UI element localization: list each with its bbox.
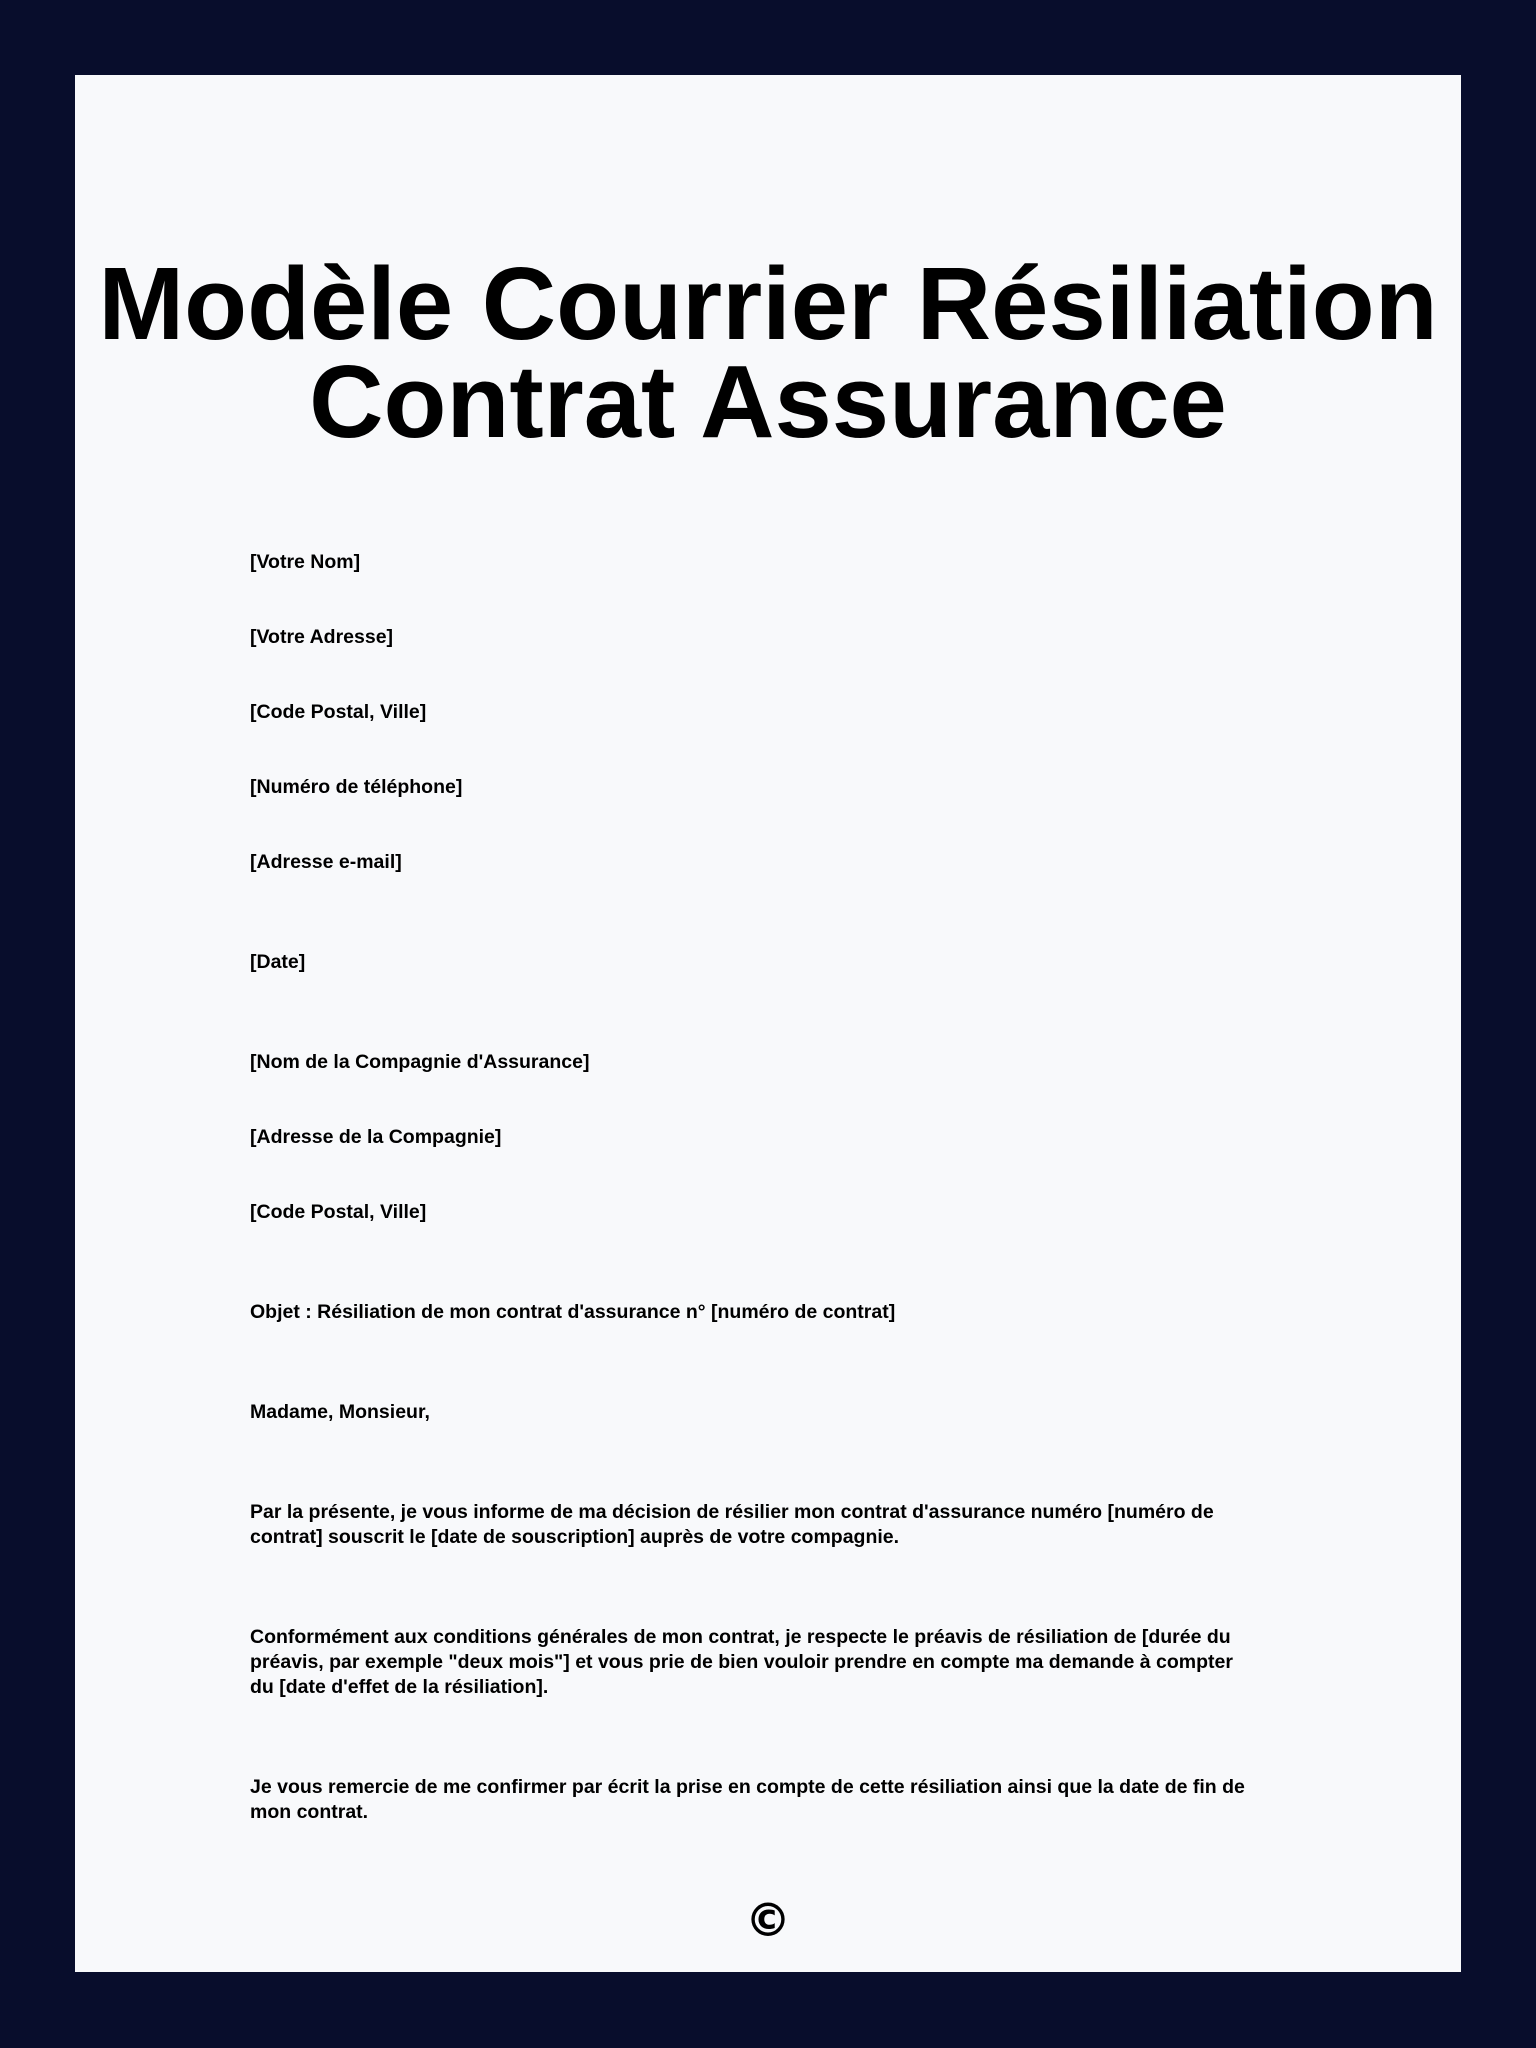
paragraph-notice-period: Conformément aux conditions générales de mon contrat, je respecte le préavis de résiliation de [durée du préavis, par exemple "deux mois"] et vous prie de bien vouloir prendre en compte ma demande à compter du [date d'effet de la résiliation]. (250, 1626, 1233, 1698)
letter-subject: Objet : Résiliation de mon contrat d'assurance n° [numéro de contrat] (250, 1301, 896, 1323)
sender-phone: [Numéro de téléphone] (250, 776, 463, 798)
recipient-company-name: [Nom de la Compagnie d'Assurance] (250, 1051, 590, 1073)
letter-salutation: Madame, Monsieur, (250, 1401, 430, 1423)
letter-page (75, 75, 1461, 1972)
sender-email: [Adresse e-mail] (250, 851, 402, 873)
paragraph-confirmation-request: Je vous remercie de me confirmer par écrit la prise en compte de cette résiliation ainsi que la date de fin de mon contrat. (250, 1776, 1245, 1823)
paragraph-termination-notice: Par la présente, je vous informe de ma décision de résilier mon contrat d'assurance numéro [numéro de contrat] souscrit le [date de souscription] auprès de votre compagnie. (250, 1501, 1214, 1548)
letter-body (250, 75, 1350, 1972)
sender-postal-city: [Code Postal, Ville] (250, 701, 427, 723)
letter-date: [Date] (250, 951, 306, 973)
copyright-icon: © (745, 1893, 791, 1947)
sender-address: [Votre Adresse] (250, 626, 394, 648)
recipient-company-address: [Adresse de la Compagnie] (250, 1126, 502, 1148)
document-title: Modèle Courrier Résiliation Contrat Assurance (98, 246, 1438, 459)
recipient-postal-city: [Code Postal, Ville] (250, 1201, 427, 1223)
sender-name: [Votre Nom] (250, 551, 361, 573)
